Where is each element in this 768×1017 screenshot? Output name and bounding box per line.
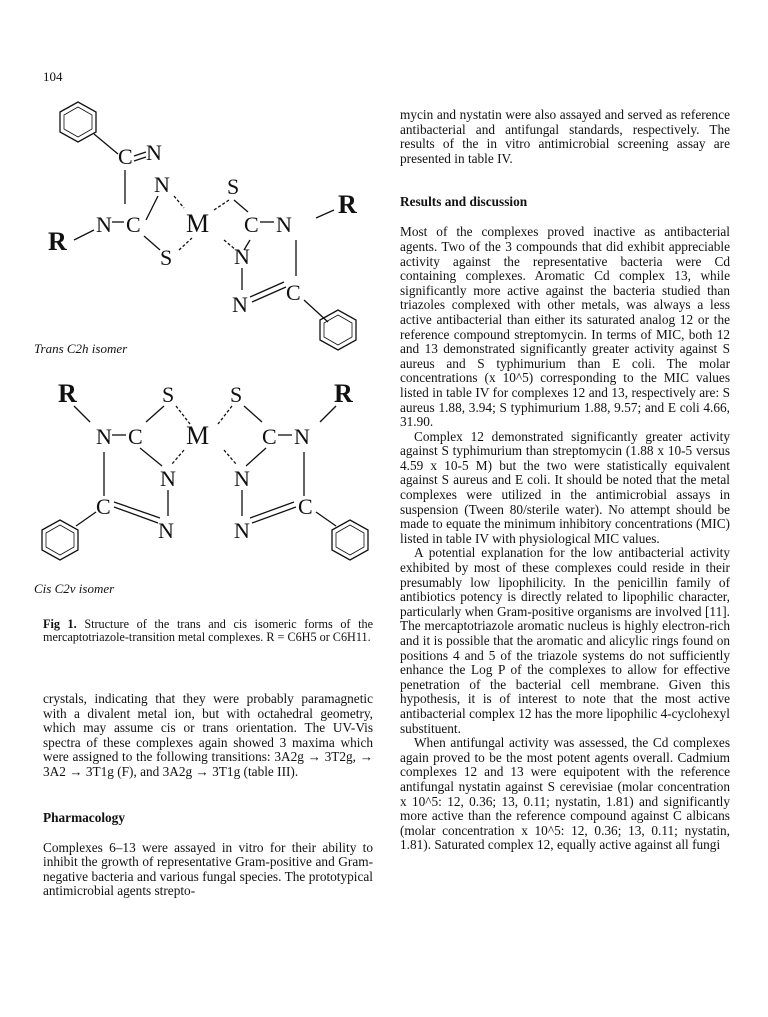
atom-c: C	[96, 494, 111, 519]
paragraph: Complex 12 demonstrated significantly greater activity against S typhimurium than streptomycin (1.88 x 10-5 versus 4.59 x 10-5 M) but the two were statistically equivalent against S aureus and E coli. It should be noted that the metal complexes were utilized in the antimicrobial assays in suspension (Tween 80/sterile water). No attempt should be made to equate the minimum inhibitory concentrations (MIC) listed in table IV with physiological MIC values.	[400, 428, 730, 546]
atom-n: N	[294, 424, 310, 449]
paragraph: crystals, indicating that they were probably paramagnetic with a divalent metal ion, but with octahedral geometry, which may assume cis or trans orientation. The UV-Vis spectra of these complexes again showed 3 maxima which were assigned to the following transitions: 3A2g → 3T2g, → 3A2 → 3T1g (F), and 3A2g → 3T1g (table III).	[43, 691, 373, 779]
atom-n: N	[158, 518, 174, 543]
phenyl-ring	[320, 310, 356, 350]
atom-c: C	[128, 424, 143, 449]
structure-figure	[34, 100, 384, 596]
trans-isomer-label: Trans C2h isomer	[34, 341, 128, 356]
atom-n: N	[160, 466, 176, 491]
atom-c: C	[286, 280, 301, 305]
atom-c: C	[262, 424, 277, 449]
atom-s: S	[230, 382, 243, 407]
paragraph: mycin and nystatin were also assayed and served as reference antibacterial and antifungal standards, respectively. The results of the in vitro antimicrobial screening assay are presented in table IV.	[400, 107, 730, 166]
atom-r: R	[338, 190, 357, 219]
atom-n: N	[234, 466, 250, 491]
phenyl-inner-ring	[46, 525, 74, 555]
section-heading-results: Results and discussion	[400, 194, 528, 210]
atom-c: C	[118, 144, 133, 169]
atom-c: C	[298, 494, 313, 519]
phenyl-ring	[60, 102, 96, 142]
paragraph: Most of the complexes proved inactive as antibacterial agents. Two of the 3 compounds that did exhibit appreciable activity against the representative bacteria were Cd containing complexes. Aromatic Cd complex 13, while significantly more active against the bacteria studied than triazoles complexed with other metals, was always a less active antibacterial than either its saturated analog 12 or the reference compound streptomycin. In terms of MIC, both 12 and 13 demonstrated significantly greater activity against S aureus and S typhimurium than E coli. The molar concentrations (x 10^5) corresponding to the MIC values listed in table IV for complexes 12 and 13, respectively are: S aureus 1.88, 3.94; S typhimurium 1.88, 9.57; and E coli 4.66, 31.90.	[400, 224, 730, 430]
atom-n: N	[146, 140, 162, 165]
atom-r: R	[58, 379, 77, 408]
paragraph: When antifungal activity was assessed, the Cd complexes again proved to be the most potent agents overall. Cadmium complexes 12 and 13 were equipotent with the reference antifungal nystatin against S cerevisiae (molar concentration x 10^5: 12, 0.36; 13, 0.11; nystatin, 1.81) and significantly more active than the reference compound against C albicans (molar concentration x 10^5: 12, 0.36; 13, 0.11; nystatin, 1.81). Saturated complex 12, equally active against all fungi	[400, 735, 730, 853]
atom-c: C	[244, 212, 259, 237]
atom-n: N	[96, 212, 112, 237]
atom-m: M	[186, 421, 210, 450]
phenyl-inner-ring	[64, 107, 92, 137]
paragraph: A potential explanation for the low antibacterial activity exhibited by most of these complexes could reside in their presumably low lipophilicity. In the penicillin family of antibiotics potency is directly related to lipophilic character, particularly when Gram-positive organisms are involved [11]. The mercaptotriazole aromatic nucleus is highly electron-rich and it is possible that the aromatic and alicylic rings found on positions 4 and 5 of the triazole systems do not sufficiently enhance the Log P of the complexes to allow for effective penetration of the bacterial cell membrane. Given this hypothesis, it is of interest to note that the most active antibacterial complex 12 has the more lipophilic 4-cyclohexyl substituent.	[400, 545, 730, 736]
phenyl-inner-ring	[324, 315, 352, 345]
atom-n: N	[276, 212, 292, 237]
atom-s: S	[227, 174, 240, 199]
right-column	[400, 108, 730, 853]
atom-n: N	[232, 292, 248, 317]
atom-s: S	[160, 245, 173, 270]
atom-n: N	[154, 172, 170, 197]
paragraph: Complexes 6–13 were assayed in vitro for their ability to inhibit the growth of representative Gram-positive and Gram-negative bacteria and various fungal species. The prototypical antimicrobial agents strepto-	[43, 839, 373, 899]
cis-isomer-label: Cis C2v isomer	[34, 581, 115, 596]
phenyl-inner-ring	[336, 525, 364, 555]
atom-n: N	[234, 518, 250, 543]
atom-m: M	[186, 209, 210, 238]
phenyl-ring	[42, 520, 78, 560]
left-column	[43, 692, 373, 899]
caption-label: Fig 1.	[43, 617, 77, 631]
caption-text: Structure of the trans and cis isomeric forms of the mercaptotriazole-transition metal complexes. R = C6H5 or C6H11.	[43, 617, 373, 645]
atom-n: N	[234, 244, 250, 269]
page-number: 104	[43, 69, 63, 84]
phenyl-ring	[332, 520, 368, 560]
atom-s: S	[162, 382, 175, 407]
figure-caption	[43, 618, 373, 645]
atom-n: N	[96, 424, 112, 449]
atom-r: R	[48, 227, 67, 256]
atom-c: C	[126, 212, 141, 237]
atom-r: R	[334, 379, 353, 408]
section-heading-pharmacology: Pharmacology	[43, 809, 125, 825]
